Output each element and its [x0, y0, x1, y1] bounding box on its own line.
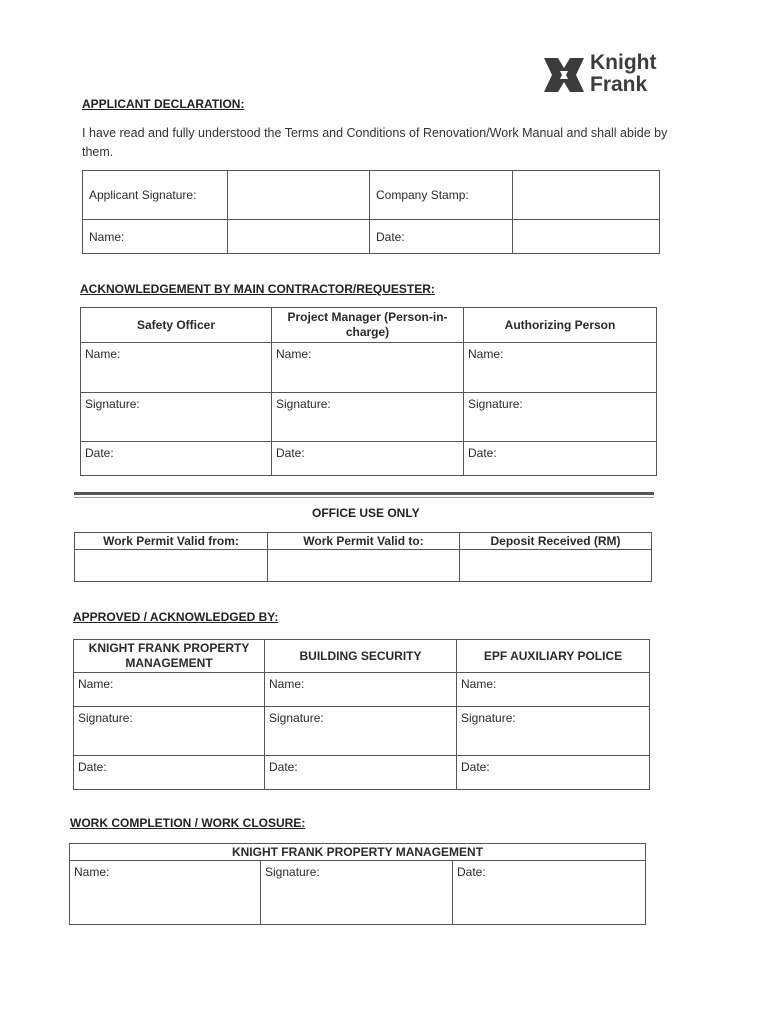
kf-signature[interactable]: Signature: [74, 707, 265, 756]
authorizing-person-date[interactable]: Date: [464, 442, 657, 476]
project-manager-date[interactable]: Date: [272, 442, 464, 476]
valid-to-field[interactable] [268, 550, 460, 582]
safety-officer-name[interactable]: Name: [81, 343, 272, 393]
col-epf-auxiliary-police: EPF AUXILIARY POLICE [457, 640, 650, 673]
applicant-date-label: Date: [370, 220, 513, 254]
approved-table [73, 639, 650, 790]
authorizing-person-signature[interactable]: Signature: [464, 393, 657, 442]
security-name[interactable]: Name: [265, 673, 457, 707]
safety-officer-date[interactable]: Date: [81, 442, 272, 476]
col-kf-property-management: KNIGHT FRANK PROPERTY MANAGEMENT [74, 640, 265, 673]
applicant-declaration-heading: APPLICANT DECLARATION: [82, 97, 245, 111]
logo-mark-icon [544, 56, 584, 94]
col-deposit-received: Deposit Received (RM) [460, 533, 652, 550]
kf-name[interactable]: Name: [74, 673, 265, 707]
applicant-table [82, 170, 660, 254]
applicant-signature-label: Applicant Signature: [83, 171, 228, 220]
company-stamp-label: Company Stamp: [370, 171, 513, 220]
col-building-security: BUILDING SECURITY [265, 640, 457, 673]
project-manager-signature[interactable]: Signature: [272, 393, 464, 442]
col-project-manager: Project Manager (Person-in-charge) [272, 308, 464, 343]
completion-date[interactable]: Date: [453, 861, 646, 925]
applicant-signature-field[interactable] [228, 171, 370, 220]
security-signature[interactable]: Signature: [265, 707, 457, 756]
company-stamp-field[interactable] [513, 171, 660, 220]
section-divider-thin [74, 497, 654, 498]
declaration-text: I have read and fully understood the Terms and Conditions of Renovation/Work Manual and shall abide by them. [82, 126, 668, 159]
acknowledgement-heading: ACKNOWLEDGEMENT BY MAIN CONTRACTOR/REQUESTER: [80, 282, 435, 296]
col-safety-officer: Safety Officer [81, 308, 272, 343]
police-name[interactable]: Name: [457, 673, 650, 707]
kf-property-management-title: KNIGHT FRANK PROPERTY MANAGEMENT [70, 844, 646, 861]
work-completion-heading: WORK COMPLETION / WORK CLOSURE: [70, 816, 306, 830]
police-signature[interactable]: Signature: [457, 707, 650, 756]
project-manager-name[interactable]: Name: [272, 343, 464, 393]
deposit-field[interactable] [460, 550, 652, 582]
kf-date[interactable]: Date: [74, 756, 265, 790]
authorizing-person-name[interactable]: Name: [464, 343, 657, 393]
valid-from-field[interactable] [75, 550, 268, 582]
completion-name[interactable]: Name: [70, 861, 261, 925]
col-valid-from: Work Permit Valid from: [75, 533, 268, 550]
logo-text-frank: Frank [590, 73, 648, 96]
logo-text-knight: Knight [590, 51, 657, 74]
col-authorizing-person: Authorizing Person [464, 308, 657, 343]
safety-officer-signature[interactable]: Signature: [81, 393, 272, 442]
approved-heading: APPROVED / ACKNOWLEDGED BY: [73, 610, 279, 624]
acknowledgement-table [80, 307, 657, 476]
office-use-title: OFFICE USE ONLY [312, 506, 420, 520]
work-completion-table [69, 843, 646, 925]
applicant-name-label: Name: [83, 220, 228, 254]
applicant-date-field[interactable] [513, 220, 660, 254]
security-date[interactable]: Date: [265, 756, 457, 790]
knight-frank-logo [544, 52, 664, 98]
section-divider [74, 492, 654, 495]
applicant-name-field[interactable] [228, 220, 370, 254]
office-use-table [74, 532, 652, 582]
completion-signature[interactable]: Signature: [261, 861, 453, 925]
col-valid-to: Work Permit Valid to: [268, 533, 460, 550]
police-date[interactable]: Date: [457, 756, 650, 790]
